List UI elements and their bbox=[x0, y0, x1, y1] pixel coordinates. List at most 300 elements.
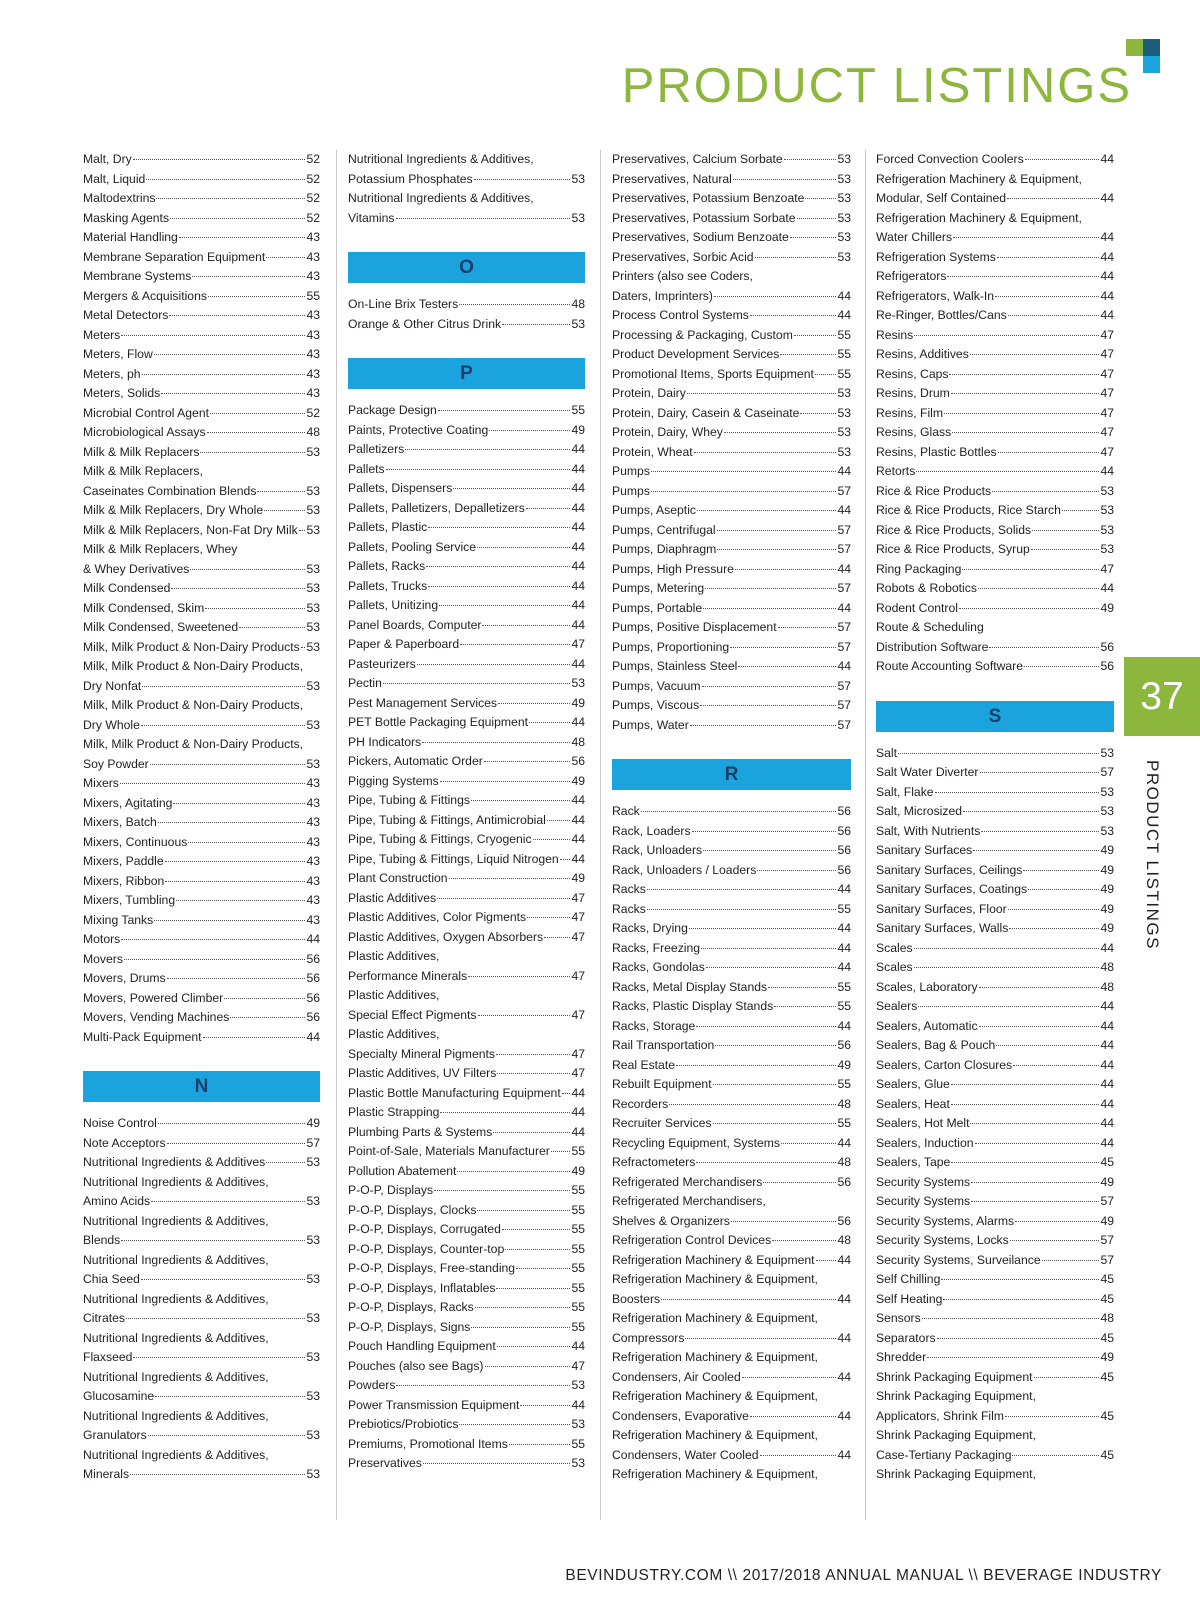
entry-page-number: 53 bbox=[571, 1378, 585, 1392]
entry-page-number: 53 bbox=[837, 210, 851, 225]
entry-first-line: Milk, Milk Product & Non-Dairy Products, bbox=[83, 698, 304, 712]
entry-page-number: 47 bbox=[1100, 444, 1114, 459]
entry-label: Chia Seed bbox=[83, 1272, 140, 1286]
dot-leader bbox=[439, 605, 570, 606]
listing-entry bbox=[876, 1134, 1114, 1154]
dot-leader bbox=[914, 967, 1100, 968]
listing-entry bbox=[348, 694, 585, 714]
logo-square-blue bbox=[1143, 56, 1160, 73]
listing-entry bbox=[348, 1376, 585, 1396]
entry-label: Meters, Flow bbox=[83, 347, 153, 361]
entry-page-number: 47 bbox=[571, 1066, 585, 1080]
listing-entry bbox=[83, 1251, 320, 1290]
entry-page-number: 57 bbox=[1100, 1252, 1114, 1267]
section-letter-header: S bbox=[876, 701, 1114, 732]
listing-entry bbox=[876, 1212, 1114, 1232]
listing-entry bbox=[83, 735, 320, 774]
dot-leader bbox=[142, 686, 305, 687]
entry-label: Shredder bbox=[876, 1350, 927, 1364]
listing-entry bbox=[876, 657, 1114, 677]
listing-entry bbox=[348, 1025, 585, 1064]
entry-page-number: 44 bbox=[1100, 999, 1114, 1013]
dot-leader bbox=[544, 937, 570, 938]
entry-page-number: 49 bbox=[1100, 600, 1114, 615]
entry-label: & Whey Derivatives bbox=[83, 561, 190, 576]
entry-page-number: 44 bbox=[571, 715, 585, 729]
listing-entry bbox=[83, 599, 320, 619]
entry-page-number: 53 bbox=[306, 1155, 320, 1169]
dot-leader bbox=[800, 413, 836, 414]
dot-leader bbox=[533, 839, 571, 840]
listing-entry bbox=[876, 1426, 1114, 1465]
entry-first-line: Refrigeration Machinery & Equipment, bbox=[612, 1389, 818, 1403]
dot-leader bbox=[927, 1357, 1099, 1358]
entry-page-number: 48 bbox=[837, 1155, 851, 1169]
listing-entry bbox=[83, 872, 320, 892]
listing-entry bbox=[348, 986, 585, 1025]
entry-label: Sanitary Surfaces, Walls bbox=[876, 921, 1009, 935]
entry-page-number: 49 bbox=[1100, 1174, 1114, 1189]
listing-entry bbox=[876, 462, 1114, 482]
entry-label: Sealers, Heat bbox=[876, 1096, 950, 1111]
listing-entry bbox=[612, 997, 851, 1017]
dot-leader bbox=[478, 1015, 571, 1016]
entry-label: Sealers, Glue bbox=[876, 1077, 950, 1091]
dot-leader bbox=[155, 1396, 305, 1397]
entry-page-number: 53 bbox=[306, 717, 320, 732]
listing-entry bbox=[876, 540, 1114, 560]
entry-label: Movers, Drums bbox=[83, 971, 166, 985]
listing-entry bbox=[876, 306, 1114, 326]
listing-entry bbox=[348, 1103, 585, 1123]
entry-label: Soy Powder bbox=[83, 756, 149, 771]
entry-label: Powders bbox=[348, 1378, 396, 1392]
dot-leader bbox=[266, 1162, 305, 1163]
listing-entry bbox=[876, 1270, 1114, 1290]
listing-entry bbox=[612, 560, 851, 580]
entry-page-number: 55 bbox=[837, 999, 851, 1013]
listing-entry bbox=[83, 1446, 320, 1485]
entry-page-number: 44 bbox=[1100, 1077, 1114, 1091]
entry-label: Rice & Rice Products, Rice Starch bbox=[876, 503, 1061, 517]
dot-leader bbox=[916, 471, 1099, 472]
entry-label: Preservatives, Calcium Sorbate bbox=[612, 152, 783, 166]
dot-leader bbox=[687, 393, 837, 394]
dot-leader bbox=[130, 1474, 305, 1475]
entry-label: Microbial Control Agent bbox=[83, 405, 209, 420]
listing-entry bbox=[348, 518, 585, 538]
entry-page-number: 44 bbox=[1100, 1135, 1114, 1150]
entry-label: Mixers, Tumbling bbox=[83, 893, 176, 907]
dot-leader bbox=[755, 257, 837, 258]
entry-label: Shelves & Organizers bbox=[612, 1213, 730, 1228]
entry-page-number: 44 bbox=[837, 1291, 851, 1306]
entry-first-line: Refrigeration Machinery & Equipment, bbox=[876, 171, 1082, 186]
dot-leader bbox=[978, 588, 1100, 589]
listing-entry bbox=[83, 345, 320, 365]
dot-leader bbox=[937, 1338, 1100, 1339]
entry-label: Flaxseed bbox=[83, 1350, 133, 1364]
listing-entry bbox=[612, 267, 851, 306]
dot-leader bbox=[774, 1006, 836, 1007]
dot-leader bbox=[702, 686, 837, 687]
dot-leader bbox=[301, 647, 306, 648]
dot-leader bbox=[141, 1279, 306, 1280]
entry-page-number: 56 bbox=[1100, 639, 1114, 654]
dot-leader bbox=[697, 510, 836, 511]
dot-leader bbox=[133, 159, 306, 160]
entry-page-number: 44 bbox=[1100, 230, 1114, 244]
entry-page-number: 44 bbox=[837, 921, 851, 935]
entry-label: Protein, Dairy, Casein & Caseinate bbox=[612, 405, 800, 420]
entry-label: Condensers, Air Cooled bbox=[612, 1369, 741, 1384]
entry-page-number: 56 bbox=[1100, 659, 1114, 673]
dot-leader bbox=[731, 1221, 837, 1222]
listing-entry bbox=[876, 1036, 1114, 1056]
dot-leader bbox=[126, 1318, 305, 1319]
entry-label: Panel Boards, Computer bbox=[348, 617, 482, 632]
entry-label: Mixers, Ribbon bbox=[83, 873, 165, 888]
column-divider bbox=[336, 150, 337, 1520]
dot-leader bbox=[715, 1045, 836, 1046]
dot-leader bbox=[951, 1084, 1100, 1085]
listing-entry bbox=[876, 841, 1114, 861]
entry-label: Paints, Protective Coating bbox=[348, 422, 489, 437]
entry-label: Pumps, Centrifugal bbox=[612, 522, 716, 537]
dot-leader bbox=[953, 237, 1099, 238]
entry-page-number: 56 bbox=[837, 1038, 851, 1052]
entry-label: Sealers bbox=[876, 999, 918, 1013]
entry-page-number: 44 bbox=[837, 1252, 851, 1267]
entry-label: Pipe, Tubing & Fittings bbox=[348, 793, 470, 807]
entry-first-line: Refrigeration Machinery & Equipment, bbox=[612, 1467, 818, 1481]
entry-page-number: 47 bbox=[1100, 425, 1114, 439]
listing-entry bbox=[876, 404, 1114, 424]
entry-page-number: 45 bbox=[1100, 1330, 1114, 1345]
entry-label: Resins, Drum bbox=[876, 386, 950, 400]
entry-page-number: 44 bbox=[571, 481, 585, 495]
dot-leader bbox=[459, 1424, 570, 1425]
listing-entry bbox=[612, 150, 851, 170]
dot-leader bbox=[497, 1073, 570, 1074]
listing-entry bbox=[348, 315, 585, 335]
listing-entry bbox=[348, 811, 585, 831]
entry-page-number: 55 bbox=[837, 327, 851, 342]
entry-page-number: 47 bbox=[571, 890, 585, 905]
entry-page-number: 57 bbox=[837, 620, 851, 634]
dot-leader bbox=[192, 276, 305, 277]
entry-page-number: 45 bbox=[1100, 1291, 1114, 1306]
entry-label: Resins, Glass bbox=[876, 425, 952, 439]
entry-label: Pumps, Aseptic bbox=[612, 503, 696, 517]
entry-page-number: 44 bbox=[571, 656, 585, 671]
listing-entry bbox=[876, 1251, 1114, 1271]
entry-page-number: 47 bbox=[1100, 327, 1114, 342]
entry-label: Separators bbox=[876, 1330, 936, 1345]
dot-leader bbox=[161, 393, 305, 394]
listing-entry bbox=[612, 170, 851, 190]
entry-page-number: 53 bbox=[306, 1311, 320, 1325]
listing-entry bbox=[83, 404, 320, 424]
listing-entry bbox=[612, 1192, 851, 1231]
listing-entry bbox=[612, 1426, 851, 1465]
entry-first-line: Refrigerated Merchandisers, bbox=[612, 1194, 766, 1208]
entry-page-number: 43 bbox=[306, 854, 320, 868]
entry-page-number: 49 bbox=[571, 1163, 585, 1178]
listing-entry bbox=[876, 521, 1114, 541]
entry-label: Milk Condensed bbox=[83, 581, 171, 595]
entry-label: PET Bottle Packaging Equipment bbox=[348, 715, 528, 729]
entry-first-line: Nutritional Ingredients & Additives, bbox=[83, 1174, 269, 1189]
dot-leader bbox=[468, 976, 570, 977]
listing-entry bbox=[348, 499, 585, 519]
entry-page-number: 43 bbox=[306, 815, 320, 829]
entry-label: Resins, Caps bbox=[876, 366, 949, 381]
entry-first-line: Refrigeration Machinery & Equipment, bbox=[612, 1350, 818, 1364]
listing-entry bbox=[83, 1028, 320, 1048]
entry-label: Salt, Microsized bbox=[876, 804, 963, 818]
entry-label: P-O-P, Displays, Signs bbox=[348, 1319, 471, 1334]
entry-first-line: Plastic Additives, bbox=[348, 949, 440, 963]
entry-label: Security Systems, Surveilance bbox=[876, 1252, 1041, 1267]
listing-entry bbox=[876, 579, 1114, 599]
entry-page-number: 44 bbox=[1100, 940, 1114, 955]
listing-entry bbox=[348, 1279, 585, 1299]
entry-label: Noise Control bbox=[83, 1116, 157, 1130]
entry-label: Recorders bbox=[612, 1096, 669, 1111]
column-divider bbox=[600, 150, 601, 1520]
listing-entry bbox=[876, 248, 1114, 268]
entry-page-number: 53 bbox=[571, 171, 585, 186]
dot-leader bbox=[489, 430, 570, 431]
listing-entry bbox=[348, 1435, 585, 1455]
dot-leader bbox=[1042, 1260, 1100, 1261]
entry-label: Rice & Rice Products, Syrup bbox=[876, 542, 1030, 556]
entry-label: Sanitary Surfaces bbox=[876, 843, 973, 857]
dot-leader bbox=[426, 566, 570, 567]
entry-page-number: 44 bbox=[571, 578, 585, 593]
listing-entry bbox=[83, 696, 320, 735]
listing-entry bbox=[612, 939, 851, 959]
listing-entry bbox=[876, 326, 1114, 346]
dot-leader bbox=[120, 783, 306, 784]
entry-label: Microbiological Assays bbox=[83, 425, 206, 439]
listing-entry bbox=[348, 1357, 585, 1377]
listing-entry bbox=[876, 560, 1114, 580]
dot-leader bbox=[970, 354, 1100, 355]
entry-page-number: 47 bbox=[571, 929, 585, 944]
entry-label: On-Line Brix Testers bbox=[348, 297, 459, 311]
entry-label: Compressors bbox=[612, 1330, 685, 1345]
entry-label: Meters, Solids bbox=[83, 386, 161, 400]
listing-entry bbox=[876, 1173, 1114, 1193]
listing-entry bbox=[612, 423, 851, 443]
listing-entry bbox=[83, 813, 320, 833]
listing-entry bbox=[83, 794, 320, 814]
entry-label: Refractometers bbox=[612, 1155, 696, 1169]
entry-page-number: 44 bbox=[306, 932, 320, 946]
entry-label: Plastic Bottle Manufacturing Equipment bbox=[348, 1085, 561, 1100]
dot-leader bbox=[457, 1171, 570, 1172]
entry-label: Material Handling bbox=[83, 230, 178, 244]
entry-page-number: 44 bbox=[837, 1369, 851, 1384]
entry-page-number: 57 bbox=[1100, 1233, 1114, 1247]
listing-entry bbox=[348, 889, 585, 909]
listing-entry bbox=[612, 1173, 851, 1193]
dot-leader bbox=[230, 1017, 305, 1018]
listing-entry bbox=[612, 1270, 851, 1309]
listing-entry bbox=[348, 791, 585, 811]
entry-page-number: 55 bbox=[571, 1261, 585, 1275]
entry-label: Modular, Self Contained bbox=[876, 191, 1007, 205]
listing-entry bbox=[348, 1337, 585, 1357]
listing-entry bbox=[348, 1142, 585, 1162]
entry-page-number: 47 bbox=[571, 910, 585, 924]
entry-label: Palletizers bbox=[348, 442, 405, 456]
dot-leader bbox=[471, 1327, 570, 1328]
entry-page-number: 48 bbox=[1100, 960, 1114, 974]
dot-leader bbox=[941, 1279, 1099, 1280]
entry-page-number: 55 bbox=[571, 1144, 585, 1158]
listing-entry bbox=[83, 1114, 320, 1134]
entry-label: Orange & Other Citrus Drink bbox=[348, 316, 502, 331]
entry-page-number: 56 bbox=[837, 823, 851, 838]
entry-page-number: 43 bbox=[306, 327, 320, 342]
entry-page-number: 44 bbox=[1100, 191, 1114, 205]
entry-label: Protein, Wheat bbox=[612, 444, 693, 459]
listing-entry bbox=[348, 616, 585, 636]
entry-label: Robots & Robotics bbox=[876, 581, 977, 595]
dot-leader bbox=[179, 237, 306, 238]
entry-page-number: 44 bbox=[306, 1029, 320, 1044]
entry-page-number: 55 bbox=[837, 347, 851, 361]
entry-first-line: Shrink Packaging Equipment, bbox=[876, 1467, 1036, 1481]
dot-leader bbox=[1009, 928, 1099, 929]
entry-page-number: 44 bbox=[571, 1085, 585, 1100]
listing-entry bbox=[612, 1251, 851, 1271]
entry-page-number: 56 bbox=[306, 1010, 320, 1024]
entry-page-number: 55 bbox=[571, 1280, 585, 1295]
entry-page-number: 53 bbox=[1100, 522, 1114, 537]
entry-page-number: 53 bbox=[837, 405, 851, 420]
dot-leader bbox=[989, 647, 1099, 648]
entry-page-number: 47 bbox=[571, 637, 585, 651]
section-letter-header: P bbox=[348, 358, 585, 389]
dot-leader bbox=[735, 569, 837, 570]
listing-entry bbox=[348, 1064, 585, 1084]
entry-page-number: 55 bbox=[837, 1077, 851, 1091]
entry-label: Package Design bbox=[348, 403, 437, 417]
dot-leader bbox=[995, 296, 1099, 297]
entry-page-number: 53 bbox=[571, 316, 585, 331]
listing-entry bbox=[612, 1036, 851, 1056]
dot-leader bbox=[176, 900, 305, 901]
listing-entry bbox=[876, 1192, 1114, 1212]
listing-entry bbox=[876, 763, 1114, 783]
entry-page-number: 48 bbox=[837, 1233, 851, 1247]
dot-leader bbox=[797, 218, 837, 219]
entry-label: Potassium Phosphates bbox=[348, 171, 473, 186]
entry-label: Rack, Loaders bbox=[612, 823, 691, 838]
entry-first-line: Shrink Packaging Equipment, bbox=[876, 1389, 1036, 1403]
listing-entry bbox=[83, 950, 320, 970]
dot-leader bbox=[505, 1249, 570, 1250]
entry-label: Metal Detectors bbox=[83, 308, 169, 322]
dot-leader bbox=[947, 276, 1099, 277]
listing-entry bbox=[83, 209, 320, 229]
entry-label: Malt, Dry bbox=[83, 152, 132, 166]
listing-entry bbox=[348, 557, 585, 577]
dot-leader bbox=[171, 588, 305, 589]
entry-label: Rack, Unloaders / Loaders bbox=[612, 862, 757, 877]
dot-leader bbox=[973, 850, 1099, 851]
section-letter-header: R bbox=[612, 759, 851, 790]
entry-page-number: 44 bbox=[571, 851, 585, 866]
entry-label: Malt, Liquid bbox=[83, 171, 146, 186]
listing-entry bbox=[612, 677, 851, 697]
listing-entry bbox=[876, 1114, 1114, 1134]
entry-label: Pollution Abatement bbox=[348, 1163, 457, 1178]
entry-first-line: Refrigeration Machinery & Equipment, bbox=[612, 1311, 818, 1325]
listing-entry bbox=[876, 443, 1114, 463]
dot-leader bbox=[239, 627, 305, 628]
dot-leader bbox=[690, 725, 837, 726]
listing-entry bbox=[876, 267, 1114, 287]
listing-entry bbox=[876, 1465, 1114, 1485]
listing-entry bbox=[612, 861, 851, 881]
dot-leader bbox=[790, 237, 837, 238]
logo-square-green bbox=[1126, 39, 1143, 56]
entry-label: Pallets, Pooling Service bbox=[348, 539, 477, 554]
dot-leader bbox=[496, 1054, 570, 1055]
entry-first-line: Nutritional Ingredients & Additives, bbox=[83, 1369, 269, 1384]
listing-entry bbox=[83, 1173, 320, 1212]
listing-entry bbox=[876, 880, 1114, 900]
entry-page-number: 48 bbox=[571, 297, 585, 311]
listing-entry bbox=[83, 365, 320, 385]
entry-label: Motors bbox=[83, 932, 121, 946]
listing-entry bbox=[612, 1095, 851, 1115]
listing-entry bbox=[876, 1348, 1114, 1368]
listing-entry bbox=[612, 618, 851, 638]
dot-leader bbox=[121, 1240, 305, 1241]
entry-page-number: 57 bbox=[837, 698, 851, 712]
entry-page-number: 53 bbox=[306, 1350, 320, 1364]
listing-entry bbox=[83, 1329, 320, 1368]
entry-page-number: 53 bbox=[1100, 503, 1114, 517]
dot-leader bbox=[816, 1260, 837, 1261]
entry-label: Preservatives, Potassium Benzoate bbox=[612, 191, 805, 205]
entry-page-number: 47 bbox=[571, 1007, 585, 1022]
entry-page-number: 45 bbox=[1100, 1447, 1114, 1462]
dot-leader bbox=[496, 1288, 570, 1289]
entry-label: Pest Management Services bbox=[348, 695, 498, 710]
entry-page-number: 53 bbox=[306, 1428, 320, 1442]
entry-label: Distribution Software bbox=[876, 639, 989, 654]
entry-page-number: 53 bbox=[306, 503, 320, 517]
dot-leader bbox=[428, 586, 570, 587]
entry-page-number: 55 bbox=[571, 1241, 585, 1256]
entry-label: Paper & Paperboard bbox=[348, 637, 460, 651]
entry-label: Product Development Services bbox=[612, 347, 780, 361]
dot-leader bbox=[383, 683, 571, 684]
listing-entry bbox=[348, 655, 585, 675]
entry-label: Mixers, Batch bbox=[83, 815, 157, 829]
listing-entry bbox=[876, 1095, 1114, 1115]
listing-entry bbox=[876, 345, 1114, 365]
entry-page-number: 53 bbox=[306, 483, 320, 498]
dot-leader bbox=[794, 335, 837, 336]
